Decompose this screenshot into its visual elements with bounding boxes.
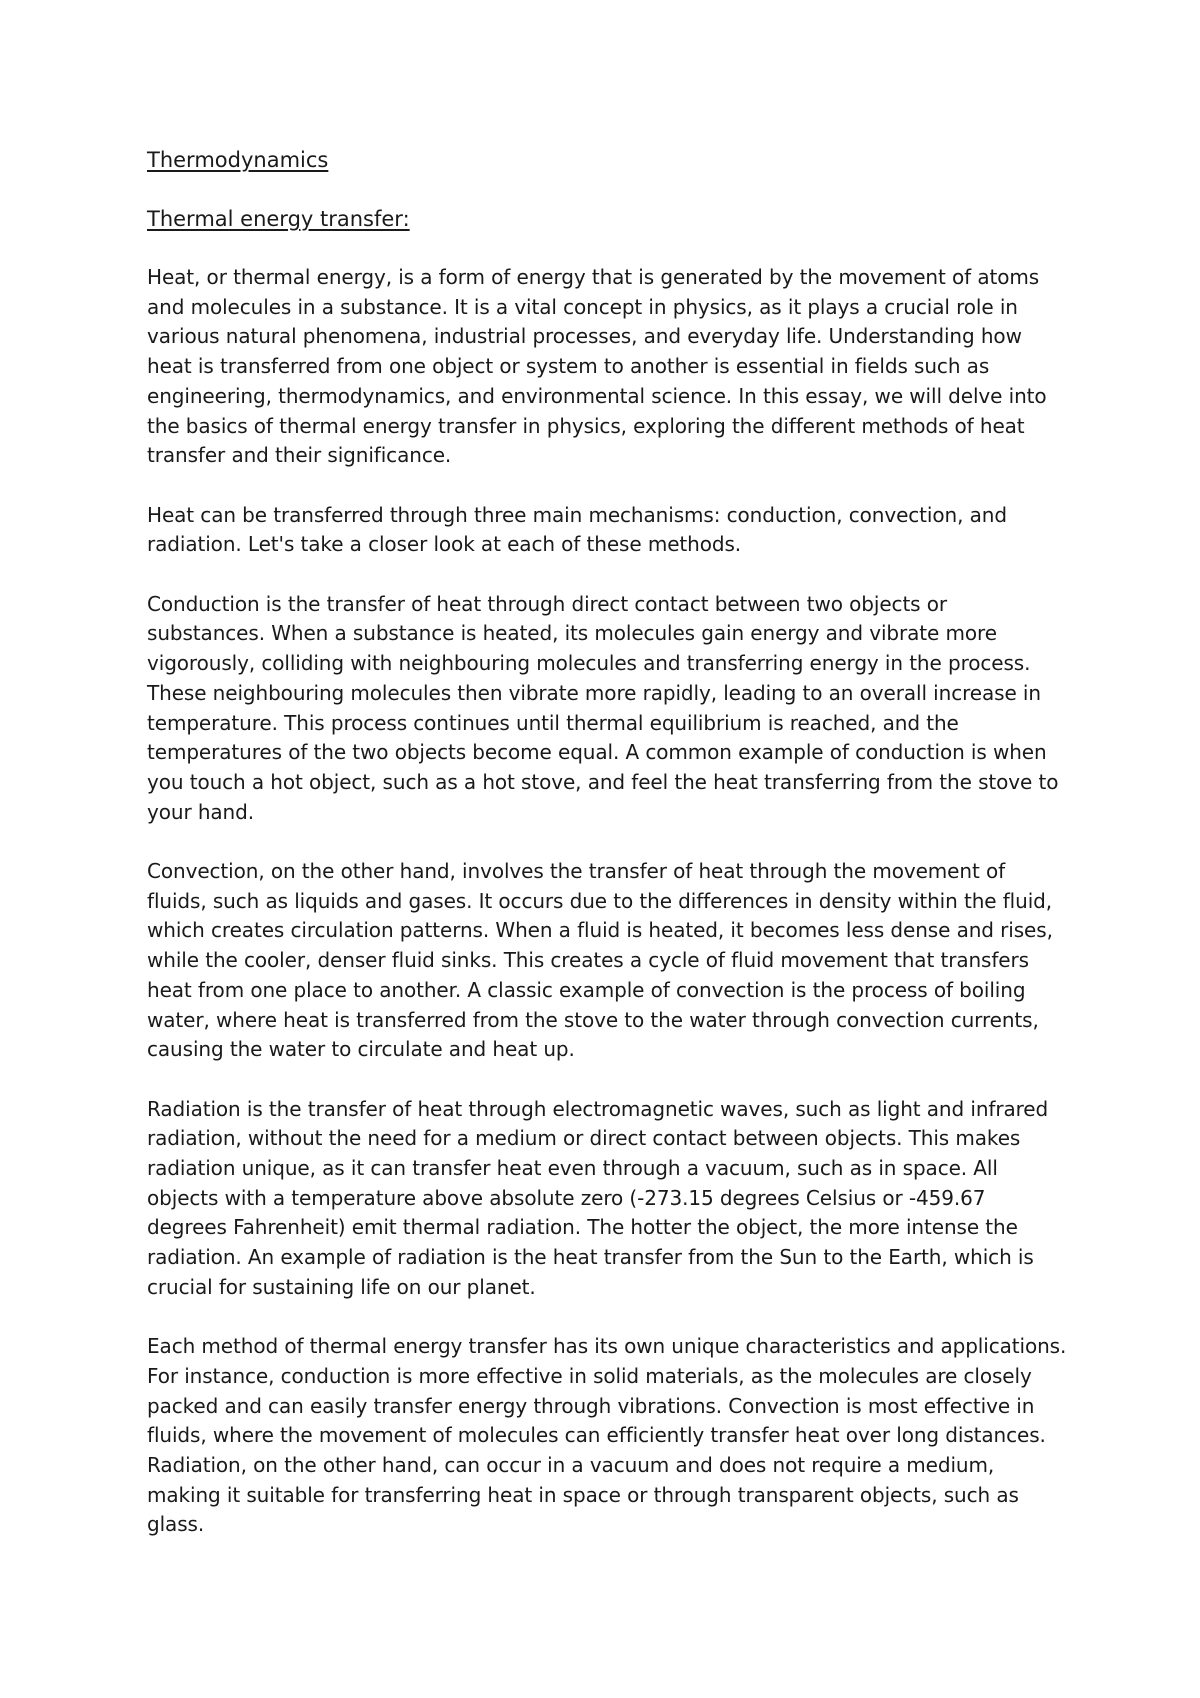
- paragraph-convection: Convection, on the other hand, involves the transfer of heat through the movement of fluids, such as liquids and gases. It occurs due to the differences in density within the fluid, which creates circulation patterns. When a fluid is heated, it becomes less dense and rises, while the cooler, denser fluid sinks. This creates a cycle of fluid movement that transfers heat from one place to another. A classic example of convection is the process of boiling water, where heat is transferred from the stove to the water through convection currents, causing the water to circulate and heat up.: [147, 859, 1053, 1062]
- paragraph-intro: Heat, or thermal energy, is a form of energy that is generated by the movement of atoms and molecules in a substance. It is a vital concept in physics, as it plays a crucial role in various natural phenomena, industrial processes, and everyday life. Understanding how heat is transferred from one object or system to another is essential in fields such as engineering, thermodynamics, and environmental science. In this essay, we will delve into the basics of thermal energy transfer in physics, exploring the different methods of heat transfer and their significance.: [147, 265, 1047, 468]
- document-page: [147, 145, 1067, 1540]
- paragraph-conduction: Conduction is the transfer of heat through direct contact between two objects or substances. When a substance is heated, its molecules gain energy and vibrate more vigorously, colliding with neighbouring molecules and transferring energy in the process. These neighbouring molecules then vibrate more rapidly, leading to an overall increase in temperature. This process continues until thermal equilibrium is reached, and the temperatures of the two objects become equal. A common example of conduction is when you touch a hot object, such as a hot stove, and feel the heat transferring from the stove to your hand.: [147, 591, 1059, 824]
- section-title: Thermal energy transfer:: [147, 207, 410, 231]
- paragraph-comparison: Each method of thermal energy transfer has its own unique characteristics and applications. For instance, conduction is more effective in solid materials, as the molecules are closely packed and can easily transfer energy through vibrations. Convection is most effective in fluids, where the movement of molecules can efficiently transfer heat over long distances. Radiation, on the other hand, can occur in a vacuum and does not require a medium, making it suitable for transferring heat in space or through transparent objects, such as glass.: [147, 1334, 1067, 1537]
- document-title: Thermodynamics: [147, 148, 329, 172]
- paragraph-radiation: Radiation is the transfer of heat through electromagnetic waves, such as light and infrared radiation, without the need for a medium or direct contact between objects. This makes radiation unique, as it can transfer heat even through a vacuum, such as in space. All objects with a temperature above absolute zero (-273.15 degrees Celsius or -459.67 degrees Fahrenheit) emit thermal radiation. The hotter the object, the more intense the radiation. An example of radiation is the heat transfer from the Sun to the Earth, which is crucial for sustaining life on our planet.: [147, 1096, 1049, 1299]
- paragraph-mechanisms: Heat can be transferred through three main mechanisms: conduction, convection, and radiation. Let's take a closer look at each of these methods.: [147, 502, 1007, 557]
